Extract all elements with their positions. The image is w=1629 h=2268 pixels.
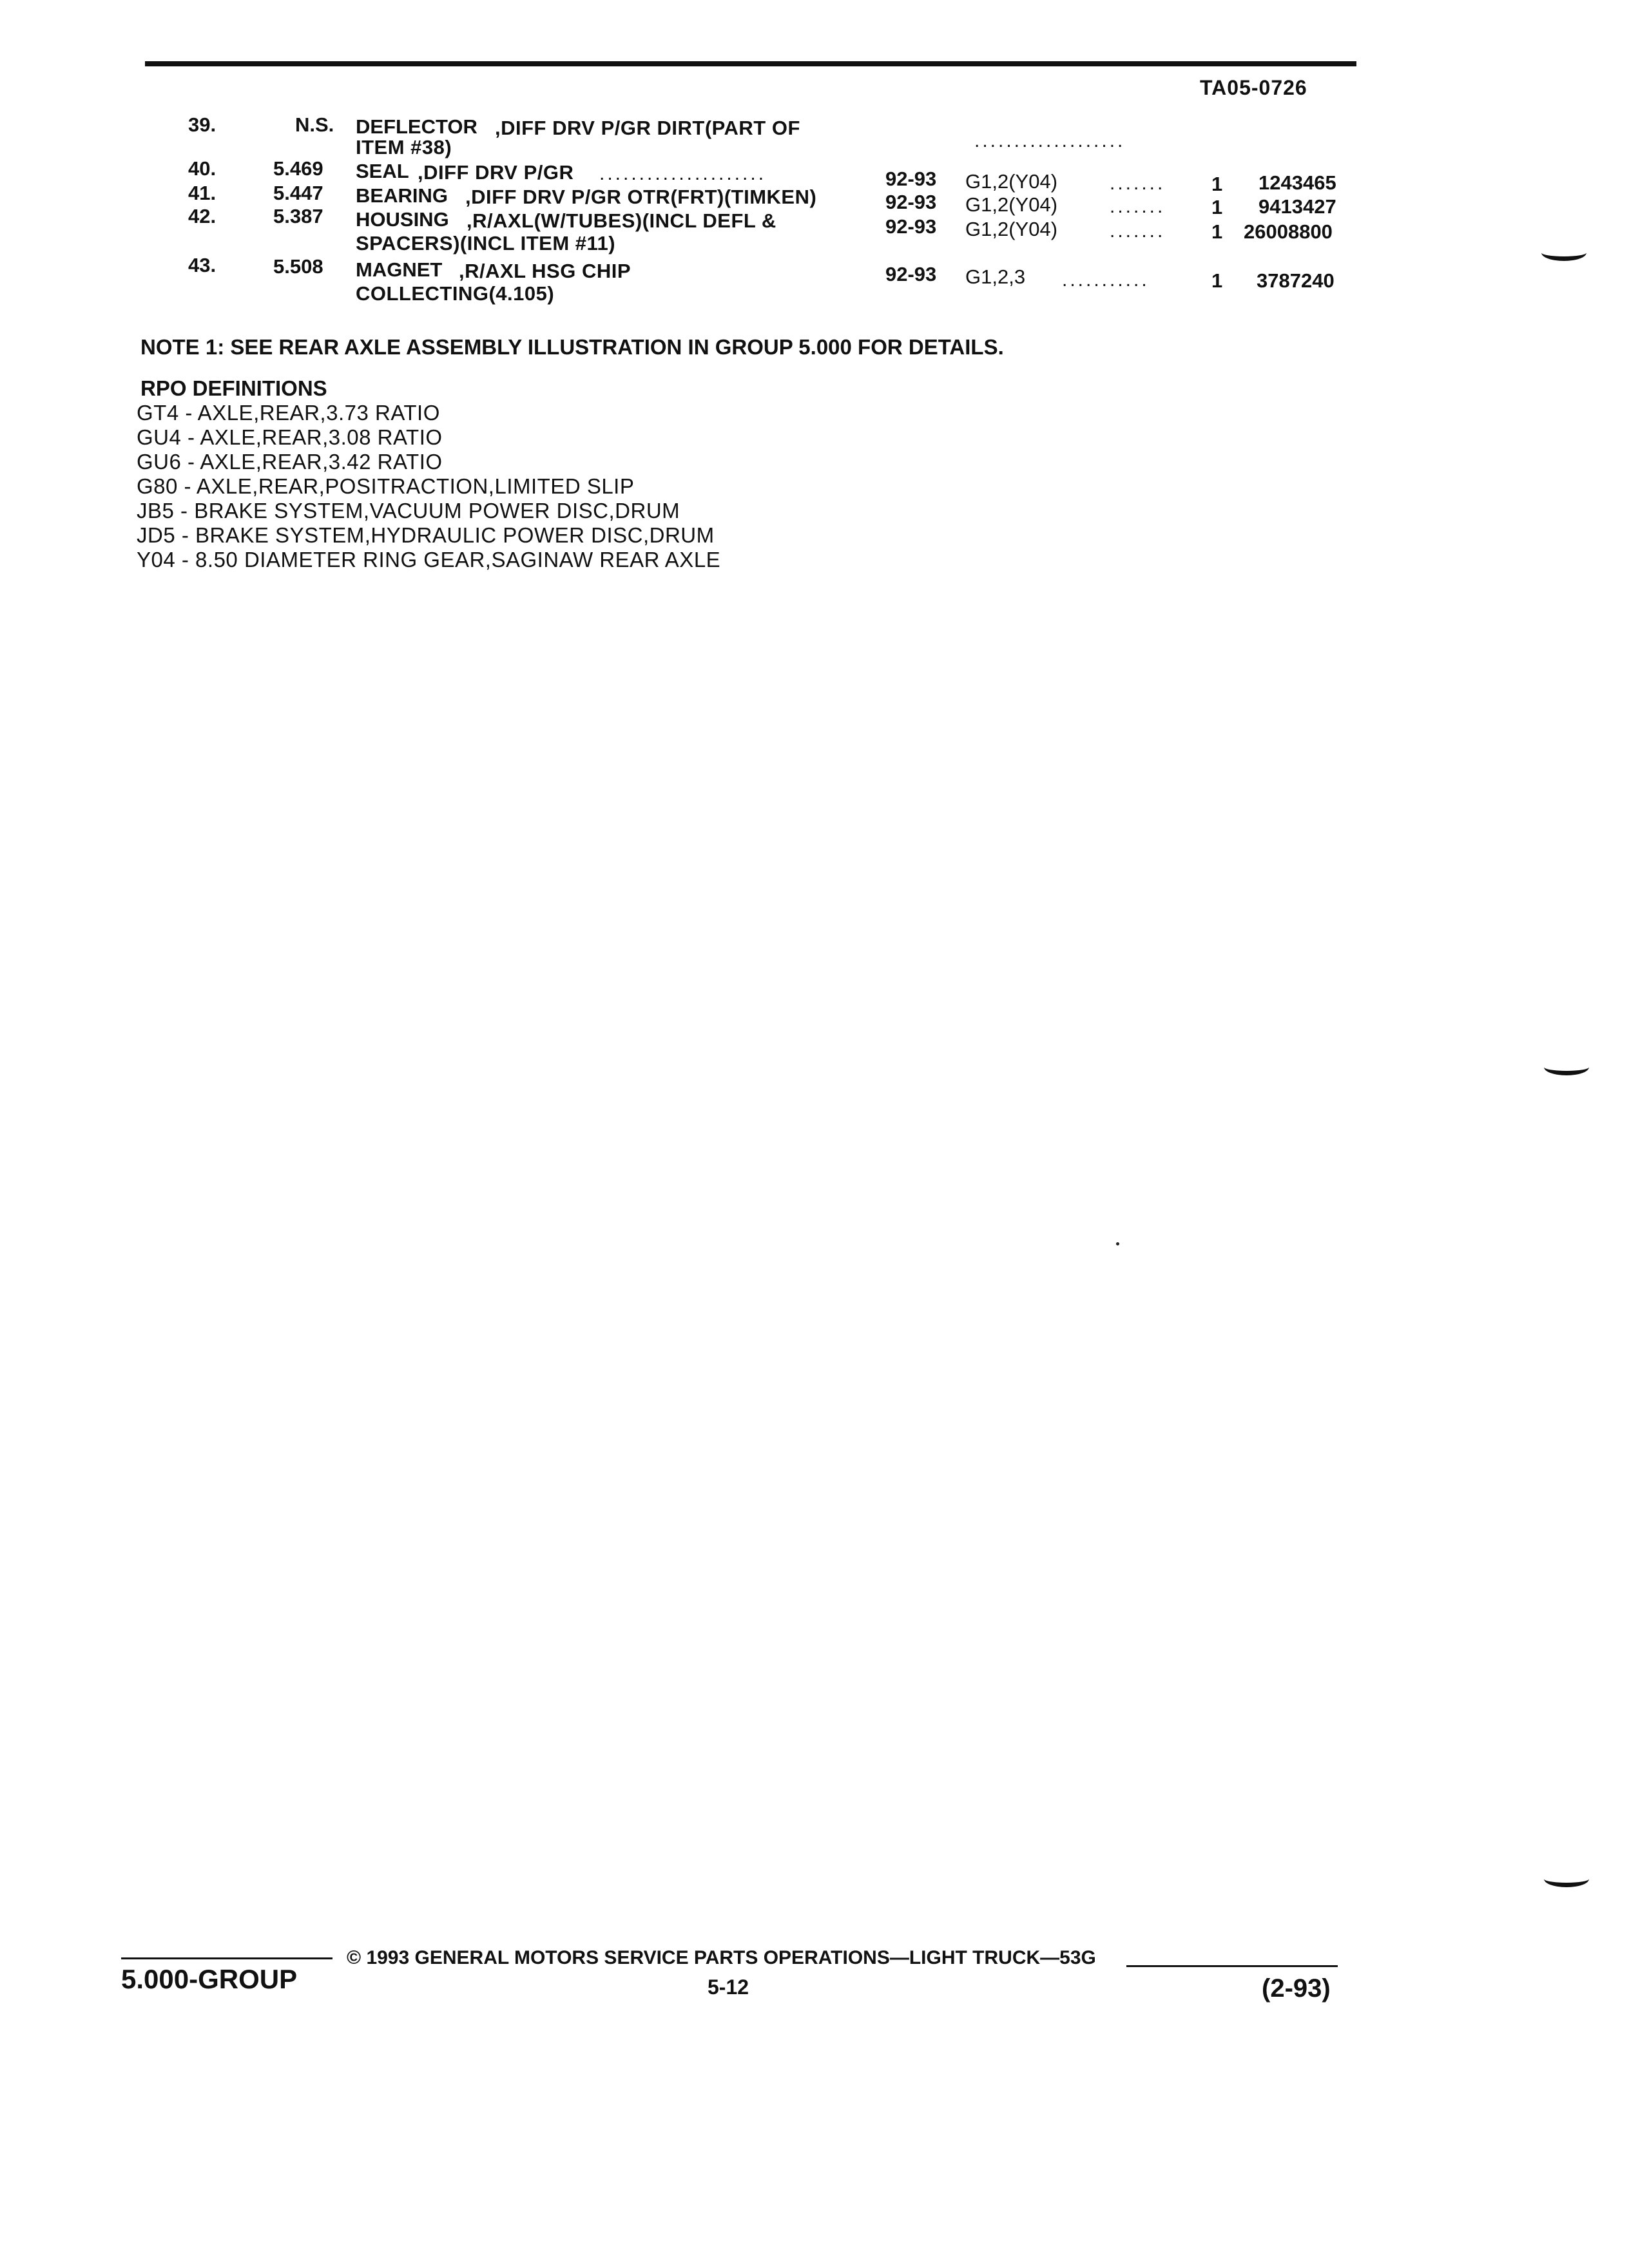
part-description: ,R/AXL HSG CHIP — [459, 260, 631, 282]
leader-dots: ....... — [1110, 196, 1166, 217]
document-id: TA05-0726 — [1200, 76, 1307, 99]
item-number: 39. — [188, 113, 217, 136]
illustration-ref: 5.469 — [273, 157, 323, 180]
usage-code: G1,2(Y04) — [965, 218, 1058, 240]
scan-speck — [1116, 1242, 1119, 1245]
part-description: ,DIFF DRV P/GR DIRT(PART OF — [495, 117, 800, 139]
item-number: 40. — [188, 157, 217, 180]
leader-dots: ....... — [1110, 220, 1166, 242]
binder-hole-mark — [1544, 1869, 1589, 1887]
illustration-ref: 5.508 — [273, 255, 323, 278]
part-number: 9413427 — [1258, 195, 1336, 218]
leader-dots: ........... — [1062, 269, 1150, 291]
footnote: NOTE 1: SEE REAR AXLE ASSEMBLY ILLUSTRATION IN GROUP 5.000 FOR DETAILS. — [140, 335, 1004, 359]
part-description: ,R/AXL(W/TUBES)(INCL DEFL & — [467, 209, 776, 232]
rpo-definition: G80 - AXLE,REAR,POSITRACTION,LIMITED SLIP — [137, 474, 635, 498]
page-number: 5-12 — [708, 1975, 749, 1999]
part-name: SEAL — [356, 160, 409, 182]
part-description-continued: SPACERS)(INCL ITEM #11) — [356, 232, 616, 255]
revision-date: (2-93) — [1262, 1974, 1331, 2003]
footer-rule — [1126, 1965, 1338, 1967]
leader-dots: ....... — [1110, 173, 1166, 194]
item-number: 41. — [188, 182, 217, 204]
model-years: 92-93 — [885, 215, 937, 238]
usage-code: G1,2(Y04) — [965, 170, 1058, 193]
leader-dots: ................... — [974, 130, 1126, 151]
part-number: 3787240 — [1257, 269, 1335, 292]
illustration-ref: N.S. — [295, 113, 334, 136]
part-description: ,DIFF DRV P/GR — [418, 161, 574, 184]
model-years: 92-93 — [885, 263, 937, 285]
item-number: 42. — [188, 205, 217, 227]
illustration-ref: 5.447 — [273, 182, 323, 204]
usage-code: G1,2(Y04) — [965, 193, 1058, 216]
quantity: 1 — [1211, 196, 1223, 218]
leader-dots: ..................... — [599, 163, 767, 184]
rpo-definition: GU4 - AXLE,REAR,3.08 RATIO — [137, 425, 443, 449]
rpo-definition: JB5 - BRAKE SYSTEM,VACUUM POWER DISC,DRUM — [137, 499, 680, 523]
part-name: MAGNET — [356, 258, 443, 281]
illustration-ref: 5.387 — [273, 205, 323, 227]
rpo-definition: JD5 - BRAKE SYSTEM,HYDRAULIC POWER DISC,DRUM — [137, 523, 715, 547]
part-number: 1243465 — [1258, 171, 1336, 194]
quantity: 1 — [1211, 173, 1223, 195]
footer-rule — [121, 1957, 333, 1959]
part-description: ,DIFF DRV P/GR OTR(FRT)(TIMKEN) — [465, 186, 817, 208]
usage-code: G1,2,3 — [965, 265, 1026, 288]
part-number: 26008800 — [1244, 220, 1333, 243]
part-description-continued: COLLECTING(4.105) — [356, 282, 555, 305]
part-name: HOUSING — [356, 208, 449, 231]
rpo-definition: GT4 - AXLE,REAR,3.73 RATIO — [137, 401, 440, 425]
model-years: 92-93 — [885, 191, 937, 213]
footer-copyright: © 1993 GENERAL MOTORS SERVICE PARTS OPERATIONS—LIGHT TRUCK—53G — [347, 1947, 1096, 1968]
binder-hole-mark — [1541, 242, 1586, 261]
part-name: DEFLECTOR — [356, 115, 477, 138]
model-years: 92-93 — [885, 168, 937, 190]
footer-group-label: 5.000-GROUP — [121, 1964, 298, 1994]
binder-hole-mark — [1544, 1057, 1589, 1075]
rpo-definitions-list — [137, 401, 720, 572]
part-description-continued: ITEM #38) — [356, 136, 452, 159]
rpo-definition: GU6 - AXLE,REAR,3.42 RATIO — [137, 450, 443, 474]
quantity: 1 — [1211, 269, 1223, 292]
rpo-definition: Y04 - 8.50 DIAMETER RING GEAR,SAGINAW REAR AXLE — [137, 548, 721, 572]
top-rule — [145, 61, 1356, 66]
quantity: 1 — [1211, 220, 1223, 243]
part-name: BEARING — [356, 184, 448, 207]
rpo-definitions-heading: RPO DEFINITIONS — [140, 376, 327, 400]
item-number: 43. — [188, 254, 217, 276]
